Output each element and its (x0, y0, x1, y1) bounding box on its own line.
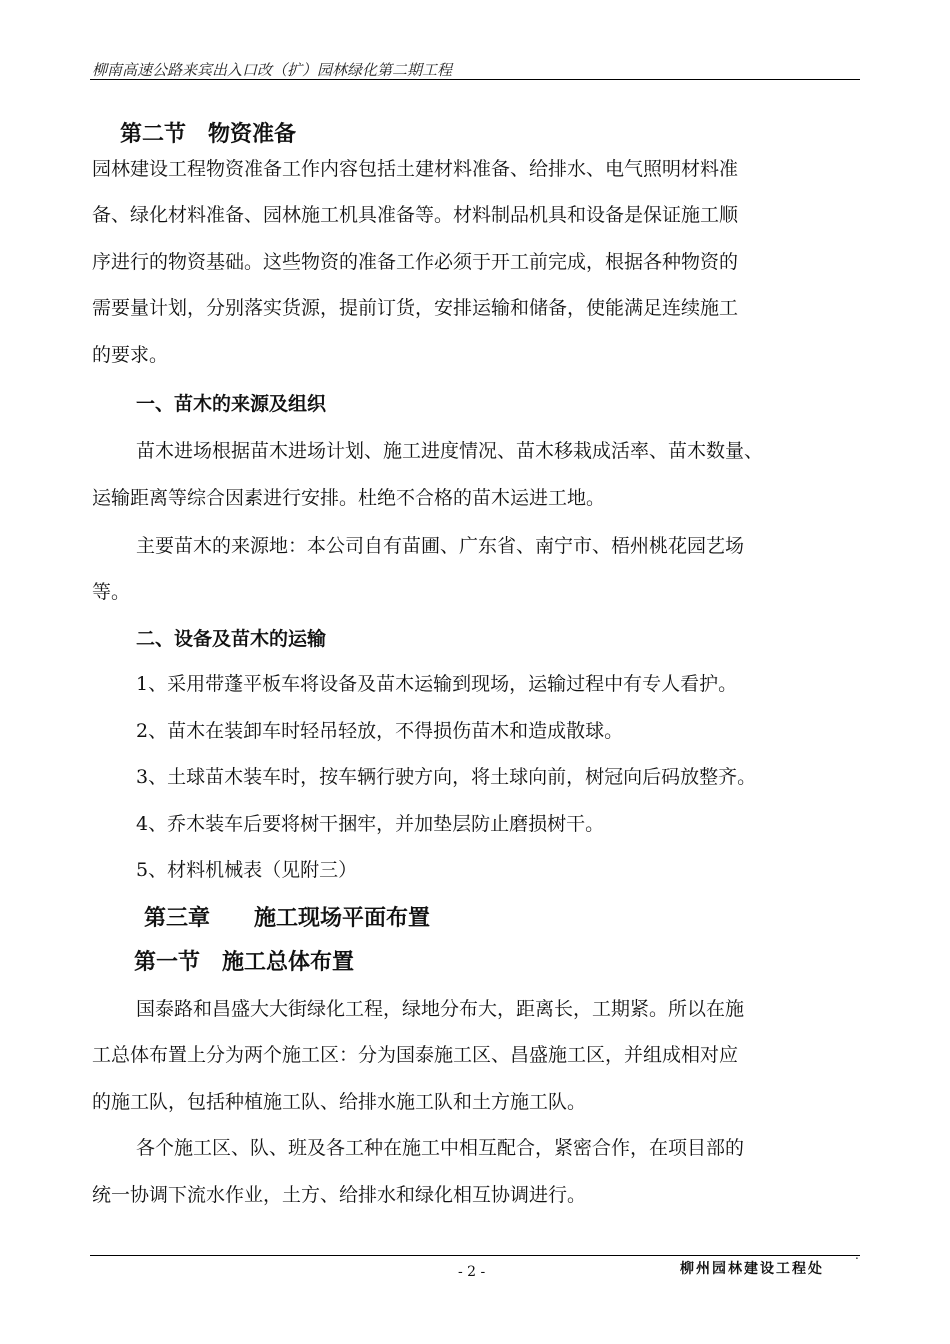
text-line: 等。 (92, 581, 131, 603)
header-title: 柳南高速公路来宾出入口改（扩）园林绿化第二期工程 (92, 61, 453, 79)
text-line: 运输距离等综合因素进行安排。杜绝不合格的苗木运进工地。 (92, 487, 606, 509)
text-line: 主要苗木的来源地：本公司自有苗圃、广东省、南宁市、梧州桃花园艺场 (136, 535, 745, 557)
footer-rule (90, 1255, 860, 1256)
text-line: 苗木进场根据苗木进场计划、施工进度情况、苗木移栽成活率、苗木数量、 (136, 440, 764, 462)
footer-mark: . (855, 1248, 859, 1262)
list-item: 2、苗木在装卸车时轻吊轻放，不得损伤苗木和造成散球。 (136, 720, 624, 742)
subsection-heading: 二、设备及苗木的运输 (136, 628, 327, 650)
list-item: 1、采用带蓬平板车将设备及苗木运输到现场，运输过程中有专人看护。 (136, 673, 738, 695)
text-line: 的要求。 (92, 344, 169, 366)
page-number: - 2 - (458, 1264, 486, 1280)
text-line: 备、绿化材料准备、园林施工机具准备等。材料制品机具和设备是保证施工顺 (92, 204, 739, 226)
subsection-heading: 一、苗木的来源及组织 (136, 393, 327, 415)
chapter-heading: 第三章 施工现场平面布置 (144, 905, 431, 931)
text-line: 统一协调下流水作业，土方、给排水和绿化相互协调进行。 (92, 1184, 587, 1206)
text-line: 序进行的物资基础。这些物资的准备工作必须于开工前完成，根据各种物资的 (92, 251, 739, 273)
footer-organization: 柳州园林建设工程处 (680, 1261, 824, 1277)
text-line: 国泰路和昌盛大大街绿化工程，绿地分布大，距离长，工期紧。所以在施 (136, 998, 745, 1020)
list-item: 4、乔木装车后要将树干捆牢，并加垫层防止磨损树干。 (136, 813, 605, 835)
text-line: 需要量计划，分别落实货源，提前订货，安排运输和储备，使能满足连续施工 (92, 297, 739, 319)
list-item: 3、土球苗木装车时，按车辆行驶方向，将土球向前，树冠向后码放整齐。 (136, 766, 757, 788)
text-line: 各个施工区、队、班及各工种在施工中相互配合，紧密合作，在项目部的 (136, 1137, 745, 1159)
section-heading: 第一节 施工总体布置 (134, 949, 355, 975)
header-rule (90, 79, 860, 80)
text-line: 的施工队，包括种植施工队、给排水施工队和土方施工队。 (92, 1091, 587, 1113)
list-item: 5、材料机械表（见附三） (136, 859, 358, 881)
section-heading: 第二节 物资准备 (120, 121, 297, 147)
text-line: 园林建设工程物资准备工作内容包括土建材料准备、给排水、电气照明材料准 (92, 158, 739, 180)
text-line: 工总体布置上分为两个施工区：分为国泰施工区、昌盛施工区，并组成相对应 (92, 1044, 739, 1066)
